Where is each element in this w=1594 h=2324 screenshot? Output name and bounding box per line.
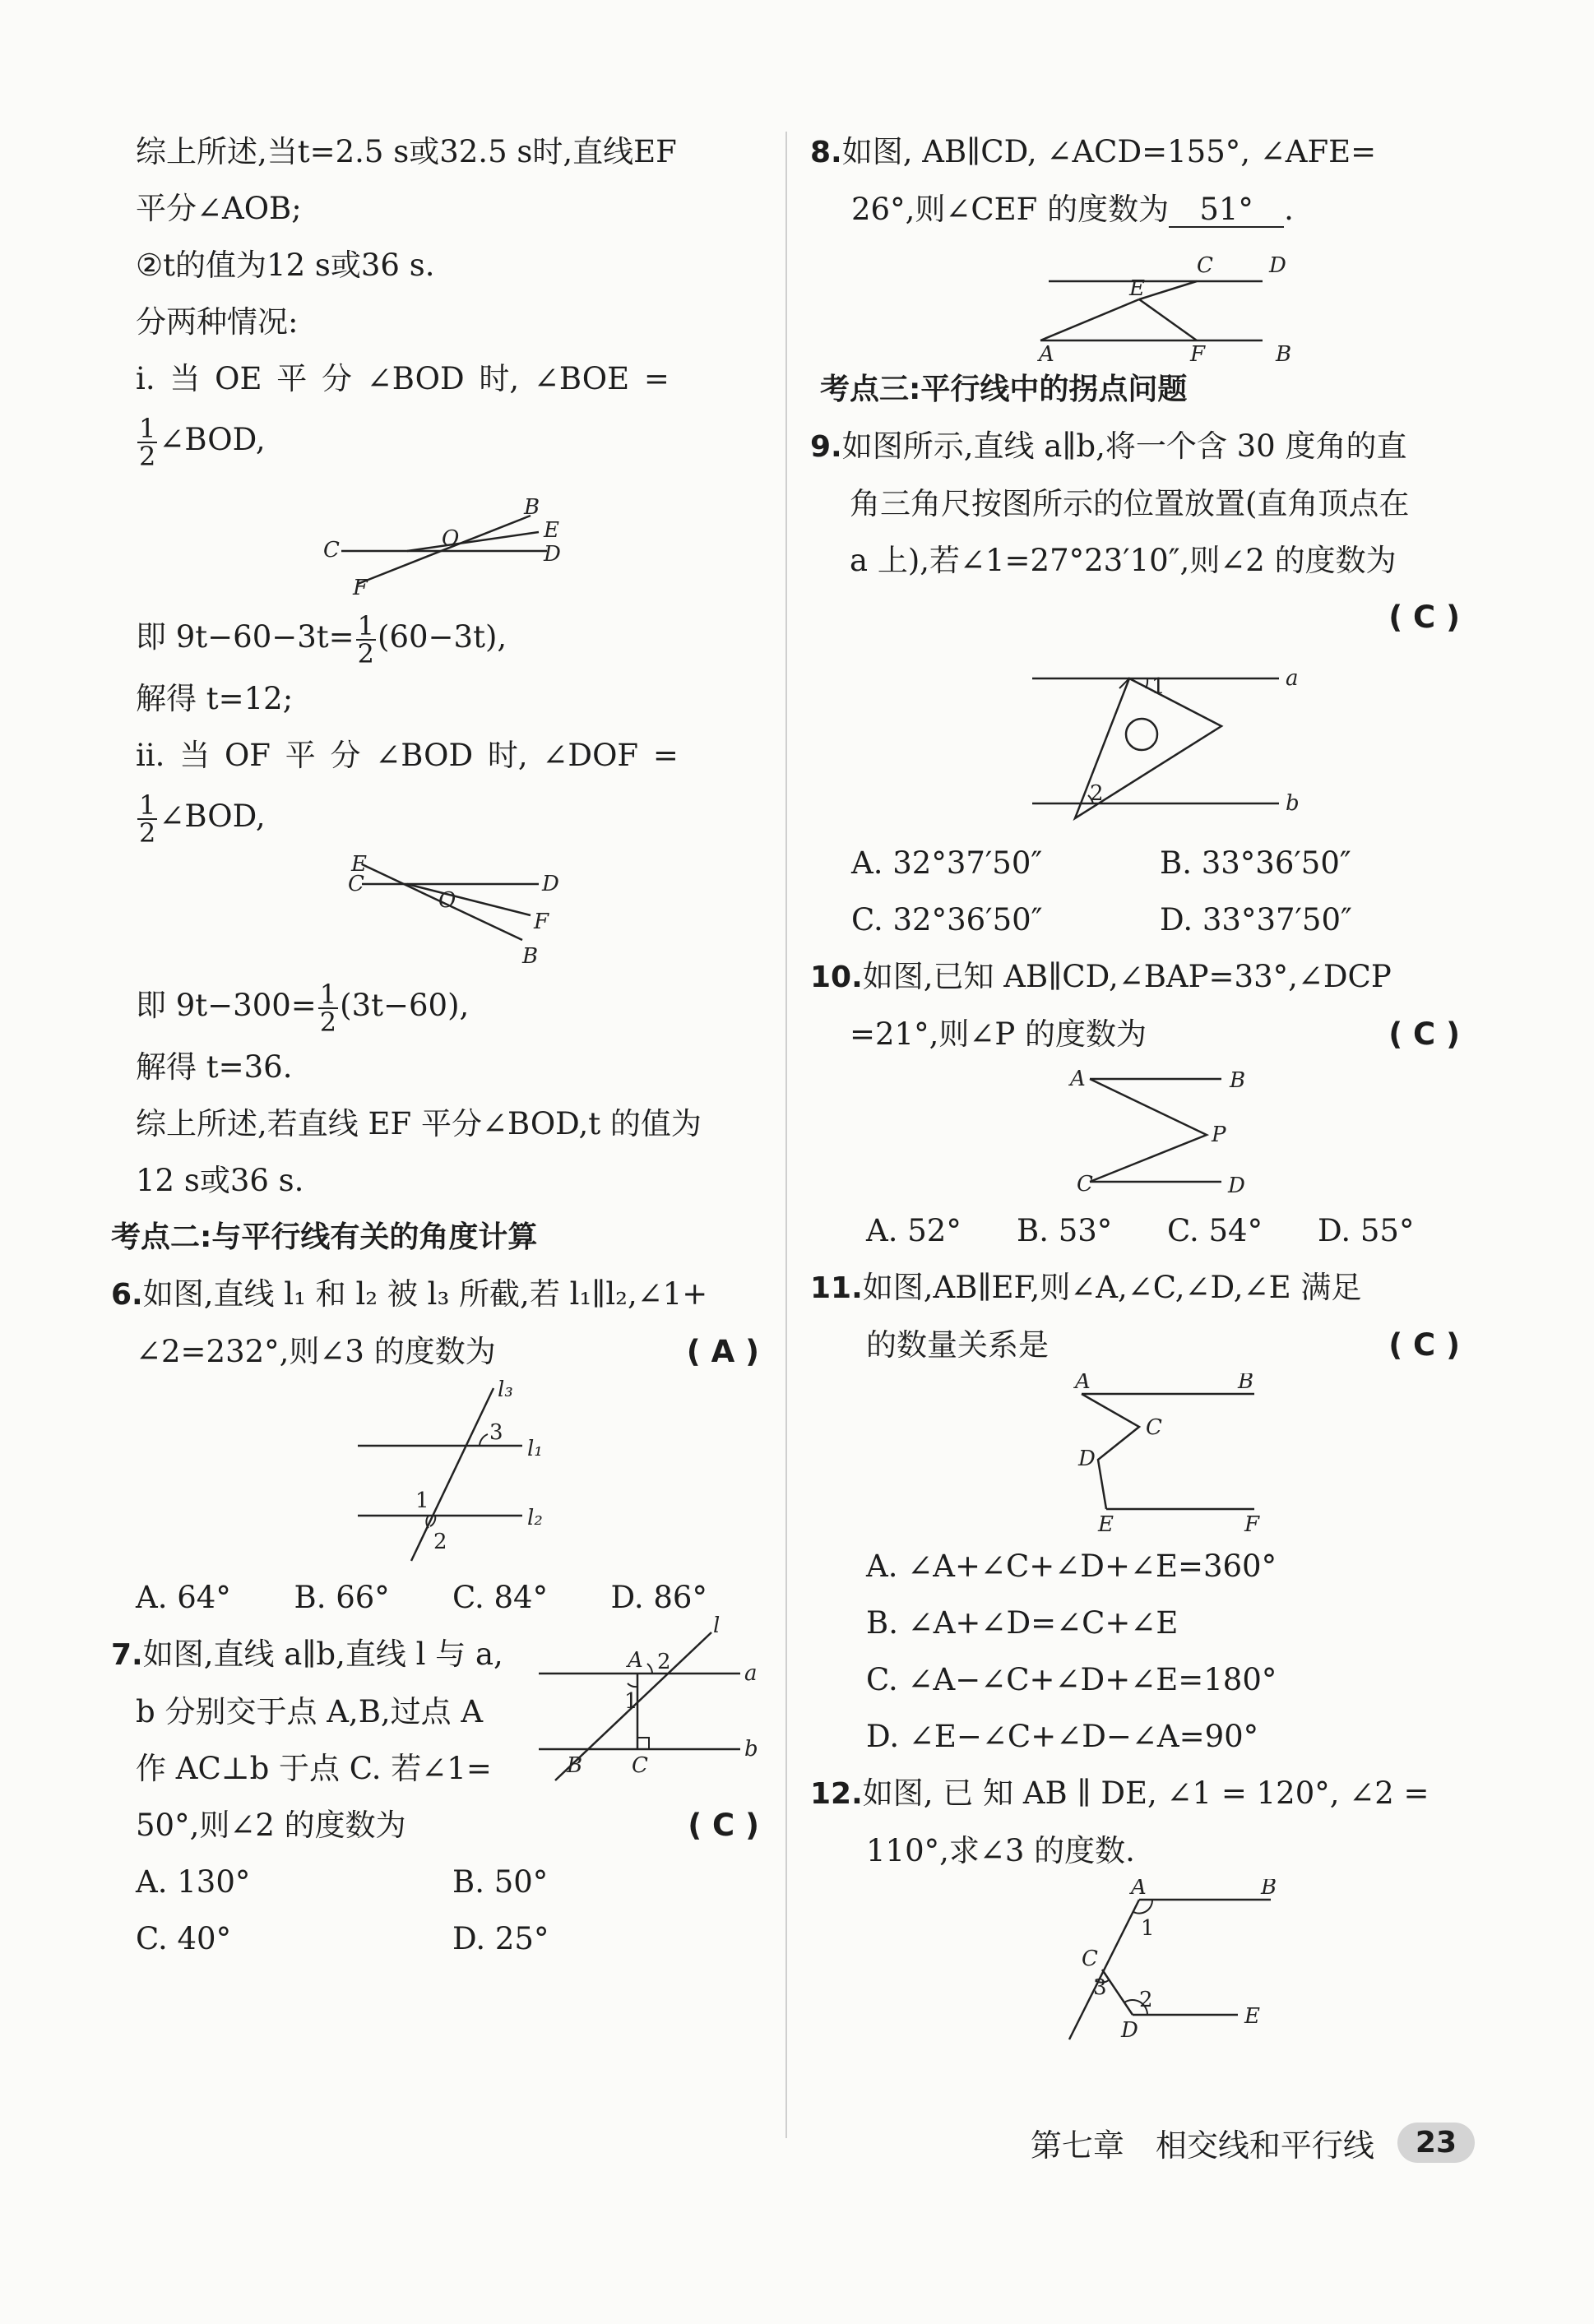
- chapter-title: 第七章 相交线和平行线: [1030, 2127, 1374, 2164]
- option-a[interactable]: A. 130°: [136, 1864, 251, 1900]
- question-line: 50°,则∠2 的度数为 ( C ): [111, 1797, 769, 1854]
- svg-text:1: 1: [415, 1488, 429, 1513]
- svg-text:1: 1: [1141, 1916, 1155, 1941]
- svg-text:2: 2: [1090, 781, 1104, 806]
- figure-q6: [136, 1380, 769, 1577]
- options-q7: [136, 1910, 769, 1967]
- question-line: 11.如图,AB∥EF,则∠A,∠C,∠D,∠E 满足: [810, 1270, 1362, 1305]
- option-b[interactable]: B. 53°: [1017, 1213, 1113, 1248]
- svg-text:1: 1: [624, 1689, 638, 1714]
- fraction: $\frac{1}{2}$: [139, 412, 156, 472]
- svg-text:E: E: [1244, 2004, 1260, 2029]
- question-line: a 上),若∠1=27°23′10″,则∠2 的度数为: [850, 543, 1397, 578]
- svg-text:l₁: l₁: [527, 1437, 543, 1461]
- question-line: 的数量关系是 ( C ): [810, 1317, 1468, 1373]
- svg-text:B: B: [567, 1753, 583, 1778]
- fraction: $\frac{1}{2}$: [139, 789, 156, 849]
- svg-text:2: 2: [433, 1530, 447, 1554]
- text-line: 解得 t=12;: [136, 681, 294, 716]
- option-a[interactable]: A. 64°: [136, 1580, 231, 1615]
- figure-q8: [810, 238, 1468, 361]
- svg-text:C: C: [348, 872, 364, 896]
- options-q9: [810, 835, 1468, 891]
- question-line: b 分别交于点 A,B,过点 A: [136, 1694, 484, 1729]
- answer-choice: ( C ): [688, 1808, 759, 1843]
- svg-text:E: E: [1098, 1512, 1114, 1537]
- page-footer: [1031, 2120, 1475, 2165]
- question-line: 6.如图,直线 l₁ 和 l₂ 被 l₃ 所截,若 l₁∥l₂,∠1+: [111, 1276, 708, 1312]
- fraction-line: 即 9t−60−3t= $\frac{1}{2}$ (60−3t),: [136, 609, 507, 669]
- svg-text:A: A: [1039, 342, 1054, 361]
- svg-text:B: B: [522, 944, 539, 969]
- figure-angle-boe: [136, 473, 769, 604]
- figure-q12: [810, 1879, 1468, 2044]
- svg-text:D: D: [544, 542, 561, 567]
- answer-choice: ( A ): [686, 1334, 759, 1369]
- answer-choice: ( C ): [1388, 600, 1460, 635]
- question-line: [810, 589, 1468, 646]
- question-line: =21°,则∠P 的度数为 ( C ): [810, 1006, 1468, 1062]
- svg-text:C: C: [1146, 1415, 1162, 1440]
- page-number: 23: [1397, 2123, 1475, 2163]
- option-d[interactable]: D. 25°: [452, 1921, 549, 1956]
- figure-q9: [810, 646, 1468, 835]
- svg-text:O: O: [442, 526, 460, 551]
- svg-text:C: C: [632, 1753, 648, 1778]
- question-7: [111, 1616, 769, 1854]
- question-10: [810, 948, 1468, 1062]
- svg-text:D: D: [1078, 1447, 1096, 1471]
- figure-q10: [810, 1062, 1468, 1202]
- answer-blank: 51°: [1169, 193, 1284, 228]
- svg-text:l: l: [713, 1616, 721, 1638]
- svg-text:2: 2: [657, 1650, 671, 1674]
- option-c[interactable]: C. 84°: [452, 1580, 549, 1615]
- fraction: $\frac{1}{2}$: [319, 978, 337, 1038]
- svg-text:A: A: [628, 1648, 643, 1673]
- svg-text:B: B: [1238, 1373, 1254, 1394]
- fraction: $\frac{1}{2}$: [357, 609, 375, 669]
- question-line: 9.如图所示,直线 a∥b,将一个含 30 度角的直: [810, 428, 1407, 464]
- svg-text:D: D: [542, 872, 559, 896]
- svg-text:l₃: l₃: [498, 1380, 513, 1402]
- text-line: ②t的值为12 s或36 s.: [136, 248, 435, 283]
- svg-text:C: C: [1077, 1172, 1093, 1197]
- svg-text:3: 3: [489, 1420, 503, 1445]
- question-line: 8.如图, AB∥CD, ∠ACD=155°, ∠AFE=: [810, 134, 1377, 169]
- question-line: ∠2=232°,则∠3 的度数为 ( A ): [111, 1323, 769, 1380]
- svg-text:b: b: [1286, 791, 1300, 816]
- svg-text:F: F: [1244, 1512, 1260, 1537]
- options-q10: [810, 1202, 1468, 1259]
- svg-text:D: D: [1269, 253, 1286, 278]
- question-line: 作 AC⊥b 于点 C. 若∠1=: [136, 1751, 492, 1786]
- fraction-line: 即 9t−300= $\frac{1}{2}$ (3t−60),: [136, 978, 470, 1038]
- question-9: [810, 418, 1468, 646]
- question-8: [810, 123, 1468, 238]
- option-b[interactable]: B. ∠A+∠D=∠C+∠E: [866, 1605, 1179, 1641]
- svg-text:1: 1: [1151, 674, 1165, 699]
- svg-text:D: D: [1121, 2018, 1138, 2043]
- option-c[interactable]: C. ∠A−∠C+∠D+∠E=180°: [866, 1662, 1277, 1697]
- svg-text:B: B: [1276, 342, 1292, 361]
- svg-text:l₂: l₂: [527, 1506, 543, 1530]
- svg-text:A: A: [1070, 1067, 1086, 1091]
- figure-q7: [522, 1616, 761, 1797]
- section-heading: 考点三:平行线中的拐点问题: [820, 373, 1188, 406]
- svg-text:F: F: [1190, 342, 1206, 361]
- svg-text:a: a: [744, 1661, 758, 1686]
- svg-text:a: a: [1286, 666, 1299, 691]
- option-c[interactable]: C. 54°: [1167, 1213, 1263, 1248]
- svg-text:b: b: [744, 1737, 758, 1762]
- svg-text:A: A: [1075, 1373, 1091, 1394]
- svg-text:F: F: [353, 576, 368, 600]
- option-d[interactable]: D. ∠E−∠C+∠D−∠A=90°: [866, 1719, 1259, 1754]
- question-12: [810, 1765, 1468, 1879]
- svg-text:2: 2: [1139, 1988, 1153, 2012]
- figure-q11: [810, 1373, 1468, 1538]
- question-line: 26°,则∠CEF 的度数为 51° .: [851, 192, 1294, 227]
- option-a[interactable]: A. 52°: [866, 1213, 961, 1248]
- text-line: 解得 t=36.: [136, 1049, 293, 1085]
- option-d[interactable]: D. 33°37′50″: [1160, 902, 1352, 937]
- svg-text:C: C: [1082, 1947, 1098, 1971]
- question-11: [810, 1259, 1468, 1373]
- option-b[interactable]: B. 50°: [452, 1864, 549, 1900]
- svg-text:A: A: [1131, 1879, 1147, 1900]
- text-line: 综上所述,若直线 EF 平分∠BOD,t 的值为: [136, 1106, 702, 1141]
- question-line: 110°,求∠3 的度数.: [866, 1833, 1135, 1868]
- svg-text:B: B: [524, 495, 540, 520]
- options-q9: [810, 891, 1468, 948]
- svg-text:E: E: [351, 852, 367, 877]
- left-column: [111, 123, 769, 1967]
- svg-text:P: P: [1212, 1123, 1226, 1147]
- option-b[interactable]: B. 33°36′50″: [1160, 845, 1351, 881]
- svg-text:C: C: [1197, 253, 1213, 278]
- question-line: 7.如图,直线 a∥b,直线 l 与 a,: [111, 1637, 503, 1672]
- text-line: 12 s或36 s.: [136, 1163, 304, 1198]
- svg-text:O: O: [438, 888, 456, 913]
- right-column: [810, 123, 1468, 2044]
- text-line: 平分∠AOB;: [136, 191, 302, 226]
- question-line: 角三角尺按图所示的位置放置(直角顶点在: [850, 486, 1410, 521]
- option-d[interactable]: D. 55°: [1318, 1213, 1415, 1248]
- option-a[interactable]: A. 32°37′50″: [851, 845, 1043, 881]
- column-divider: [785, 132, 787, 2138]
- option-c[interactable]: C. 40°: [136, 1921, 232, 1956]
- option-d[interactable]: D. 86°: [610, 1580, 707, 1615]
- figure-angle-dof: [136, 850, 769, 973]
- question-line: 12.如图, 已 知 AB ∥ DE, ∠1 = 120°, ∠2 =: [810, 1775, 1430, 1811]
- text-line: ⅰ. 当 OE 平 分 ∠BOD 时, ∠BOE =: [136, 361, 670, 396]
- option-b[interactable]: B. 66°: [294, 1580, 390, 1615]
- question-line: 10.如图,已知 AB∥CD,∠BAP=33°,∠DCP: [810, 959, 1392, 994]
- svg-text:B: B: [1230, 1068, 1246, 1093]
- text-line: 分两种情况:: [136, 304, 299, 340]
- svg-text:3: 3: [1093, 1975, 1107, 2000]
- svg-text:B: B: [1261, 1879, 1277, 1900]
- fraction-line: $\frac{1}{2}$ ∠BOD,: [139, 412, 266, 472]
- svg-text:E: E: [1129, 276, 1145, 301]
- answer-choice: ( C ): [1388, 1327, 1460, 1363]
- text-line: 综上所述,当t=2.5 s或32.5 s时,直线EF: [136, 134, 677, 169]
- svg-text:D: D: [1228, 1174, 1245, 1198]
- svg-text:F: F: [534, 910, 549, 934]
- svg-text:E: E: [544, 518, 559, 543]
- text-line: ⅱ. 当 OF 平 分 ∠BOD 时, ∠DOF =: [136, 738, 679, 773]
- section-heading: 考点二:与平行线有关的角度计算: [111, 1220, 538, 1254]
- options-q11: [810, 1538, 1468, 1765]
- fraction-line: $\frac{1}{2}$ ∠BOD,: [139, 789, 266, 849]
- option-c[interactable]: C. 32°36′50″: [851, 902, 1043, 937]
- answer-choice: ( C ): [1388, 1016, 1460, 1052]
- svg-text:C: C: [323, 538, 340, 562]
- question-6: [111, 1266, 769, 1380]
- option-a[interactable]: A. ∠A+∠C+∠D+∠E=360°: [866, 1549, 1277, 1584]
- options-q7: [136, 1854, 769, 1910]
